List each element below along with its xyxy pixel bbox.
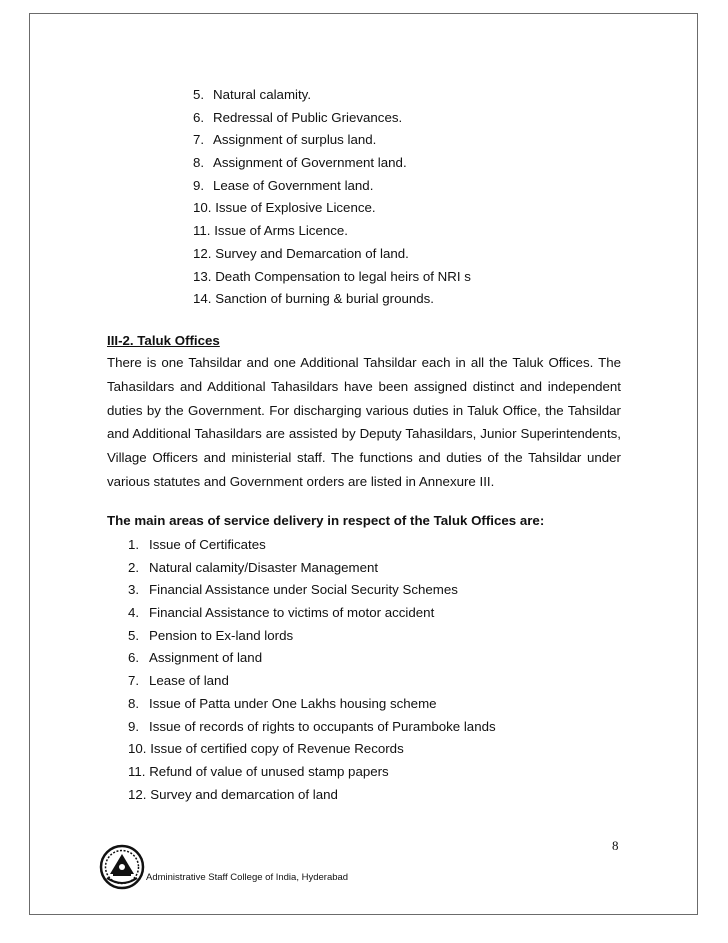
list-item: 14. Sanction of burning & burial grounds. <box>193 291 435 307</box>
list-item: 9. Issue of records of rights to occupants of Puramboke lands <box>128 718 496 734</box>
list-item: 6. Redressal of Public Grievances. <box>193 109 403 125</box>
list-item: 4. Financial Assistance to victims of motor accident <box>128 605 435 621</box>
section-heading: III-2. Taluk Offices <box>107 333 220 348</box>
section-paragraph: There is one Tahsildar and one Additional Tahsildar each in all the Taluk Offices. The Tahasildars and Additional Tahasildars have been assigned distinct and independent duties by the Government. For discharging various duties in Taluk Office, the Tahsildar and Additional Tahasildars are assisted by Deputy Tahasildars, Junior Superintendents, Village Officers and ministerial staff. The functions and duties of the Tahsildar under various statutes and Government orders are listed in Annexure III. <box>107 355 621 489</box>
list-item: 12. Survey and demarcation of land <box>128 786 338 802</box>
list-item: 12. Survey and Demarcation of land. <box>193 245 409 261</box>
list-item: 10. Issue of Explosive Licence. <box>193 200 376 216</box>
list-item: 11. Refund of value of unused stamp papers <box>128 763 389 779</box>
list-item: 8. Assignment of Government land. <box>193 155 407 171</box>
service-list <box>128 534 496 806</box>
list-item: 1. Issue of Certificates <box>128 537 266 552</box>
list-item: 9. Lease of Government land. <box>193 177 374 193</box>
list-item: 2. Natural calamity/Disaster Management <box>128 559 379 575</box>
list-item: 5. Pension to Ex-land lords <box>128 627 294 643</box>
list-item: 5. Natural calamity. <box>193 87 312 102</box>
top-numbered-list <box>193 84 471 311</box>
page-number: 8 <box>612 838 619 853</box>
footer-institution: Administrative Staff College of India, Hyderabad <box>146 872 349 883</box>
list-item: 3. Financial Assistance under Social Security Schemes <box>128 582 458 598</box>
service-heading: The main areas of service delivery in respect of the Taluk Offices are: <box>107 513 545 528</box>
list-item: 7. Assignment of surplus land. <box>193 132 377 148</box>
college-emblem-icon <box>99 844 145 890</box>
list-item: 7. Lease of land <box>128 673 229 689</box>
list-item: 8. Issue of Patta under One Lakhs housing scheme <box>128 695 437 711</box>
list-item: 13. Death Compensation to legal heirs of NRI s <box>193 268 471 284</box>
list-item: 6. Assignment of land <box>128 650 263 666</box>
list-item: 11. Issue of Arms Licence. <box>193 223 348 239</box>
list-item: 10. Issue of certified copy of Revenue Records <box>128 741 404 757</box>
